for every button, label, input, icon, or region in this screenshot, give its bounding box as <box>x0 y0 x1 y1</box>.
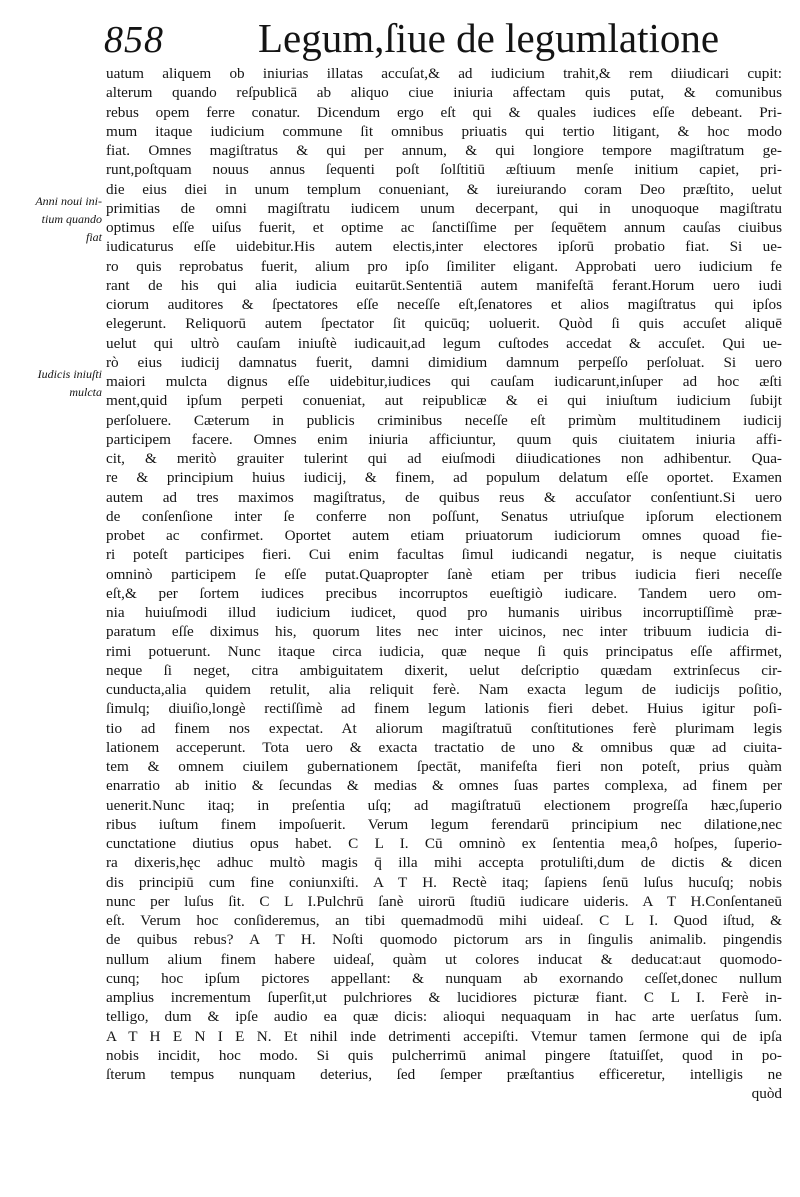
text-line: ro quis reprobatus fuerit, alium pro ipſo ſimiliter eligant. Approbati uero iudicium fe <box>106 257 782 275</box>
text-line: paratum eſſe diximus his, quorum lites nec inter uicinos, nec inter tribuum iudicia di- <box>106 623 782 641</box>
margin-note-line: mulcta <box>69 385 102 399</box>
text-line: cunctatione diutius opus habet. C L I. Cū omninò ex ſententia mea,ô hoſpes, ſuperio- <box>106 835 782 852</box>
text-line: re & principium huius iudicij, & finem, ad populum delatum eſſe oportet. Examen <box>106 469 782 487</box>
text-line: lationem acceperunt. Tota uero & exacta tractatio de uno & omnibus quæ ad ciuita- <box>106 738 782 756</box>
text-line: omninò participem ſe eſſe putat.Quapropter ſanè etiam per tribus iudicia fieri neceſſe <box>106 565 782 583</box>
text-line: ſterum tempus nunquam deterius, ſed ſemper præſtantius efficeretur, intelligis ne <box>106 1066 782 1083</box>
text-line: rebus opem ferre conatur. Dicendum ergo eſt qui & quales iudices eſſe debeant. Pri- <box>106 103 782 121</box>
text-line: probet ac confirmet. Oportet autem etiam priuatorum iudiciorum omnes quoad fie- <box>106 527 782 544</box>
text-line: nobis incidit, hoc modo. Si quis pulcherrimū animal pingere ſtatuiſſet, quod in po- <box>106 1046 782 1064</box>
margin-note-new-year <box>6 192 102 246</box>
text-line: uelut qui ultrò cauſam iniuſtè iudicauit,ad legum cuſtodes accedat & accuſet. Qui ue- <box>106 334 782 352</box>
text-line: autem ad tres maximos magiſtratus, de quibus reus & accuſator conſentiunt.Si uero <box>106 488 782 506</box>
margin-note-line: tium quando <box>41 212 102 226</box>
text-line: nunc per luſus ſit. C L I.Pulchrū ſanè uirorū ſtudiū iudicare uideris. A T H.Conſentaneū <box>106 892 782 910</box>
text-line: alterum quando reſpublicā ab aliquo ciue iniuria affectam quis putat, & comunibus <box>106 84 782 102</box>
text-line: rimi potuerunt. Nunc itaque circa iudicia, quæ neque ſi quis principatus eſſe affirmet, <box>106 642 782 660</box>
text-line: die eius diei in unum templum conueniant, & iureiurando coram Deo præſtito, uelut <box>106 180 782 198</box>
text-line: iudicaturus eſſe uidebitur.His autem electis,inter electores ipſorū probatio fiat. Si ue- <box>106 238 782 256</box>
text-line: elegerunt. Reliquorū autem ſpectator ſit quicūq; uoluerit. Quòd ſi quis accuſet aliquē <box>106 315 782 333</box>
text-line: cunducta,alia quidem retulit, alia reliquit ferè. Nam exacta legum de iudicijs poſitio, <box>106 681 782 698</box>
text-line: dis principiū cum fine coniunxiſti. A T H. Rectè itaq; ſapiens ſenū luſus hucuſq; nobis <box>106 873 782 891</box>
text-line: ri poteſt participes fieri. Cui enim facultas ſimul iudicandi negatur, is neque ciuitatis <box>106 546 782 564</box>
text-line: telligo, dum & ipſe audio ea quæ dicis: alioqui nequaquam in hac arte uerſatus ſum. <box>106 1008 782 1026</box>
text-line: fiat. Omnes magiſtratus & qui per annum, & qui longiore tempore magiſtratum ge- <box>106 142 782 159</box>
text-line: cit, & meritò grauiter tulerint qui ad eiuſmodi diiudicationes non adhibentur. Qua- <box>106 450 782 467</box>
text-line: uatum aliquem ob iniurias illatas accuſat,& ad iudicium trahit,& rem diiudicari cupit: <box>106 65 782 82</box>
text-line: eſt,& per ſortem iudices precibus incorruptos eueſtigiò iudicare. Tandem uero om- <box>106 584 782 602</box>
body-text <box>106 64 782 1104</box>
margin-note-line: Anni noui ini- <box>35 194 102 208</box>
text-line: ra dixeris,hęc adhuc multò magis q̄ illa mihi accepta protuliſti,dum de dictis & dicen <box>106 854 782 872</box>
text-line: nullum alium finem habere uideaſ, quàm ut colores inducat & deducat:aut quomodo- <box>106 950 782 968</box>
text-line: ribus iuſtum finem impoſuerit. Verum legum ferendarū principium nec dilatione,nec <box>106 815 782 833</box>
running-head: Legum,ſiue de legumlatione <box>258 15 720 61</box>
text-line: rò eius iudicij damnatus fuerit, damni dimidium damnum perpeſſo perſoluat. Si uero <box>106 353 782 371</box>
text-line: quòd <box>751 1085 782 1103</box>
text-line: uenerit.Nunc itaq; in preſentia uſq; ad magiſtratuū electionem progreſſa hæc,ſuperio <box>106 796 782 814</box>
text-line: mum itaque iudicium commune ſit omnibus priuatis qui tertio litigant, & hoc modo <box>106 122 782 140</box>
text-line: cunq; hoc ipſum pictores appellant: & nunquam ab exornando ceſſet,donec nullum <box>106 969 782 987</box>
text-line: optimus eſſe uiſus fuerit, et optime ac ſanctiſſime per ſequētem annum cauſas ciuibus <box>106 219 782 236</box>
text-line: tio ad finem nos expectat. At aliorum magiſtratuū conſtitutiones ferè plurimam legis <box>106 719 782 737</box>
text-line: runt,poſtquam nouus annus ſequenti poſt ſolſtitiū æſtiuum menſe initium capiet, pri- <box>106 161 782 179</box>
text-line: tem & omnem ciuilem gubernationem ſpectāt, manifeſta fieri non poteſt, prius quàm <box>106 758 782 775</box>
text-line: nia huiuſmodi illud iudicium iudicet, quod pro humanis uiribus incorruptiſſimè præ- <box>106 604 782 621</box>
text-line: rant de his qui alia iudicia euitarūt.Sententiā autem manifeſtā ferant.Horum uero iudi <box>106 276 782 294</box>
text-line: neque ſi neget, citra ambiguitatem dixerit, uelut deſcriptio quædam extrinſecus cir- <box>106 661 782 679</box>
text-line: de quibus rebus? A T H. Noſti quomodo pictorum ars in ſingulis animalib. pingendis <box>106 931 782 949</box>
text-line: A T H E N I E N. Et nihil inde detrimenti accepiſti. Vtemur tamen ſermone qui de ipſa <box>106 1027 782 1045</box>
text-line: perſoluere. Cæterum in publicis criminibus neceſſe eſt primùm multitudinem iudicij <box>106 411 782 429</box>
text-line: enarratio ab initio & ſecundas & medias & omnes ſuas partes complexa, ad finem per <box>106 777 782 795</box>
text-line: maiori mulcta dignus eſſe uidebitur,iudices qui cauſam iudicarunt,inſuper ad hoc æſti <box>106 373 782 390</box>
margin-note-line: fiat <box>85 230 102 244</box>
margin-note-line: Iudicis iniuſti <box>37 367 102 381</box>
margin-note-unjust-judge <box>6 365 102 401</box>
text-line: amplius incrementum ſuperſit,ut pulchriores & lucidiores picturæ fiant. C L I. Ferè in- <box>106 989 782 1006</box>
text-line: participem facere. Omnes enim iniuria afficiuntur, quum quis ciuitatem iniuria affi- <box>106 430 782 448</box>
text-line: ment,quid ipſum perpeti conueniat, aut reipublicæ & ei qui iniuſtum iudicium ſubijt <box>106 392 782 410</box>
text-line: primitias de omni magiſtratu iudicem unum decerpant, qui in unoquoque magiſtratu <box>106 199 782 217</box>
text-line: eſt. Verum hoc conſideremus, an tibi quemadmodū mihi uideaſ. C L I. Quod iſtud, & <box>106 912 782 929</box>
text-line: ſimulq; diuiſio,longè rectiſſimè ad finem legum lationis fieri debet. Huius igitur poſi- <box>106 700 782 718</box>
text-line: de conſenſione inter ſe conferre non poſſunt, Senatus utriuſque ipſorum electionem <box>106 507 782 525</box>
text-line: ciorum auditores & ſpectatores eſſe neceſſe eſt,ſenatores et alios magiſtratus qui ipſos <box>106 296 782 313</box>
page-number: 858 <box>104 19 164 61</box>
